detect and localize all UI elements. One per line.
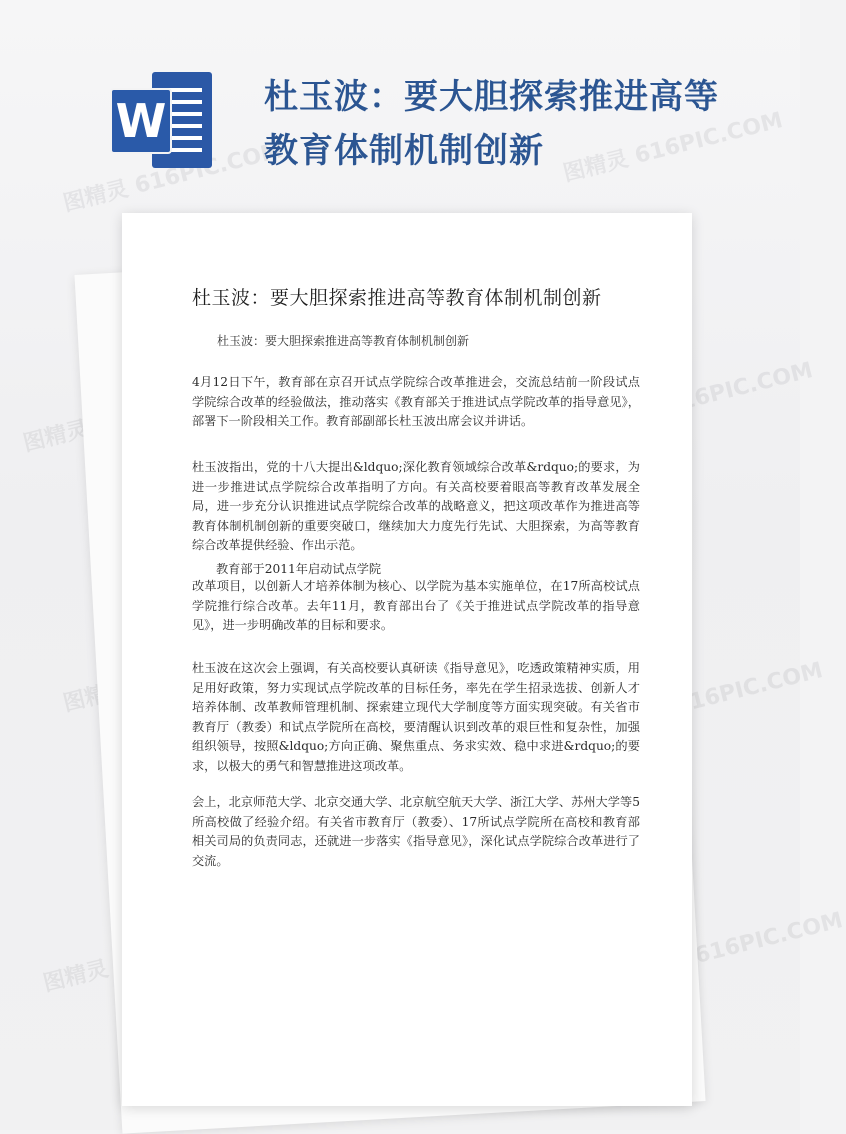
paragraph-1: 4月12日下午，教育部在京召开试点学院综合改革推进会，交流总结前一阶段试点学院综合改革的经验做法，推动落实《教育部关于推进试点学院改革的指导意见》，部署下一阶段相关工作。教育部副部长杜玉波出席会议并讲话。 (192, 375, 640, 428)
doc-line (166, 100, 202, 104)
paragraph-5: 会上，北京师范大学、北京交通大学、北京航空航天大学、浙江大学、苏州大学等5所高校做了经验介绍。有关省市教育厅（教委）、17所试点学院所在高校和教育部相关司局的负责同志，还就进一步落实《指导意见》，深化试点学院综合改革进行了交流。 (192, 795, 640, 868)
doc-line (166, 88, 202, 92)
header (0, 0, 800, 210)
header-title-line1: 杜玉波：要大胆探索推进高等 (264, 77, 719, 117)
word-document-icon (112, 72, 212, 168)
doc-line (166, 112, 202, 116)
document-title: 杜玉波：要大胆探索推进高等教育体制机制创新 (192, 287, 602, 309)
paragraph-2: 杜玉波指出，党的十八大提出&ldquo;深化教育领域综合改革&rdquo;的要求，为进一步推进试点学院综合改革指明了方向。有关高校要着眼高等教育改革发展全局，进一步充分认识推进试点学院综合改革的战略意义，把这项改革作为推进高等教育体制机制创新的重要突破口，继续加大力度先行先试、大胆探索，为高等教育综合改革提供经验、作出示范。 (192, 460, 640, 552)
paragraph-4: 杜玉波在这次会上强调，有关高校要认真研读《指导意见》，吃透政策精神实质，用足用好政策，努力实现试点学院改革的目标任务，率先在学生招录选拔、创新人才培养体制、改革教师管理机制、探索建立现代大学制度等方面实现突破。有关省市教育厅（教委）和试点学院所在高校，要清醒认识到改革的艰巨性和复杂性，加强组织领导，按照&ldquo;方向正确、聚焦重点、务求实效、稳中求进&rdquo;的要求，以极大的勇气和智慧推进这项改革。 (192, 661, 640, 773)
header-title-line2: 教育体制机制创新 (264, 131, 544, 171)
doc-line (166, 148, 202, 152)
paragraph-3: 改革项目，以创新人才培养体制为核心、以学院为基本实施单位，在17所高校试点学院推行综合改革。去年11月，教育部出台了《关于推进试点学院改革的指导意见》，进一步明确改革的目标和要求。 (192, 579, 640, 632)
paragraph-3-lead: 教育部于2011年启动试点学院 (216, 562, 382, 576)
word-letter-icon: W (112, 90, 170, 152)
doc-line (166, 124, 202, 128)
document-page (122, 213, 692, 1106)
document-subtitle: 杜玉波：要大胆探索推进高等教育体制机制创新 (217, 334, 470, 348)
header-title (264, 70, 764, 178)
doc-line (166, 136, 202, 140)
